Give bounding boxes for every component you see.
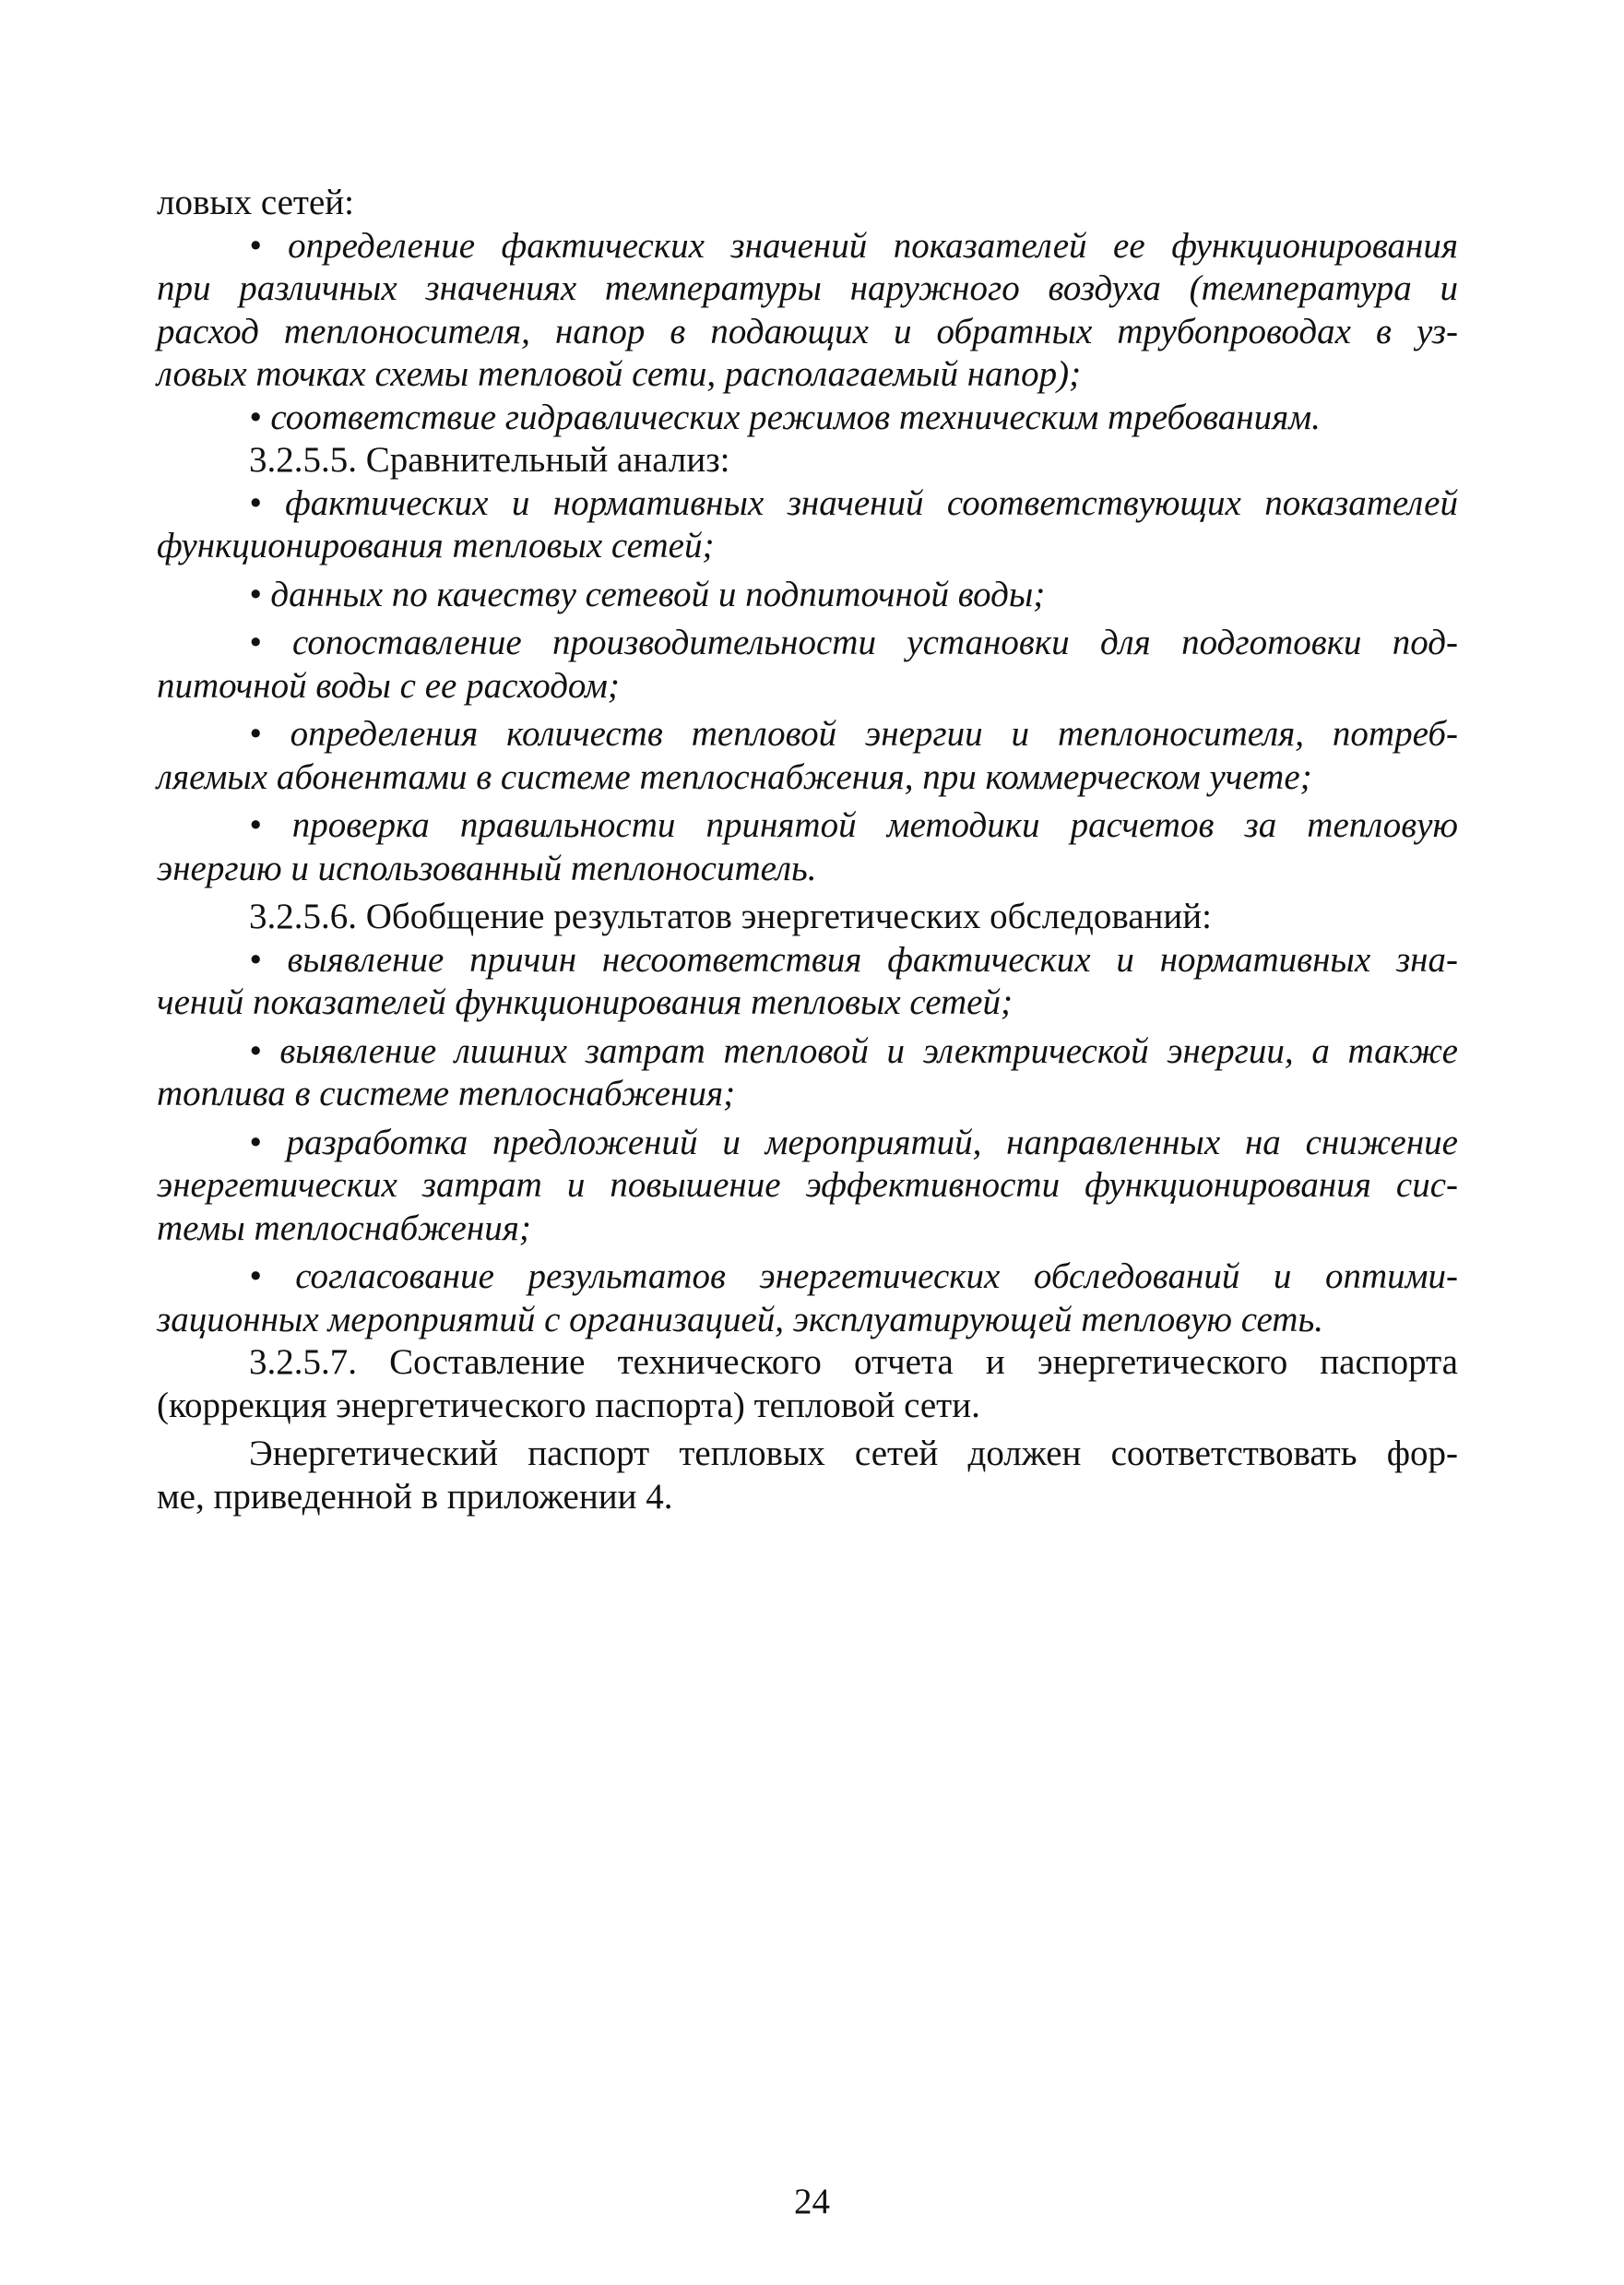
section-heading-3-2-5-7: 3.2.5.7. Составление технического отчета и энергетического паспорта [249,1342,1458,1382]
text-line: функционирования тепловых сетей; [157,526,715,565]
text-line: топлива в системе теплоснабжения; [157,1074,736,1113]
text-line: ме, приведенной в приложении 4. [157,1476,673,1517]
text-line: зационных мероприятий с организацией, эксплуатирующей тепловую сеть. [157,1299,1323,1339]
bullet-line: • соответствие гидравлических режимов техническим требованиям. [249,397,1321,437]
section-heading-3-2-5-6: 3.2.5.6. Обобщение результатов энергетических обследований: [249,897,1212,936]
bullet-line: • определение фактических значений показателей ее функционирования [249,225,1458,266]
text-line: ловых точках схемы тепловой сети, располагаемый напор); [157,354,1082,394]
text-line: расход теплоносителя, напор в подающих и обратных трубопроводах в уз- [157,311,1458,351]
bullet-line: • данных по качеству сетевой и подпиточной воды; [249,574,1046,614]
section-heading-3-2-5-5: 3.2.5.5. Сравнительный анализ: [249,440,730,480]
text-line: ляемых абонентами в системе теплоснабжения, при коммерческом учете; [157,756,1312,797]
text-line: при различных значениях температуры наружного воздуха (температура и [157,268,1458,308]
bullet-line: • согласование результатов энергетических обследований и оптими- [249,1256,1458,1296]
body-text [157,182,1458,1518]
bullet-line: • сопоставление производительности установки для подготовки под- [249,623,1458,662]
bullet-line: • фактических и нормативных значений соответствующих показателей [249,482,1458,523]
page-number: 24 [794,2182,830,2221]
text-line: ловых сетей: [157,183,354,222]
text-line: энергетических затрат и повышение эффективности функционирования сис- [157,1165,1458,1205]
paragraph-line: Энергетический паспорт тепловых сетей должен соответствовать фор- [249,1434,1458,1473]
text-line: питочной воды с ее расходом; [157,665,620,706]
bullet-line: • разработка предложений и мероприятий, направленных на снижение [249,1122,1458,1162]
bullet-line: • определения количеств тепловой энергии и теплоносителя, потреб- [249,714,1458,754]
bullet-line: • выявление лишних затрат тепловой и электрической энергии, а также [249,1030,1458,1071]
text-line: чений показателей функционирования тепловых сетей; [157,982,1013,1022]
text-line: (коррекция энергетического паспорта) тепловой сети. [157,1385,980,1425]
bullet-line: • проверка правильности принятой методики расчетов за тепловую [249,805,1458,845]
bullet-line: • выявление причин несоответствия фактических и нормативных зна- [249,939,1458,980]
text-line: темы теплоснабжения; [157,1208,531,1248]
text-line: энергию и использованный теплоноситель. [157,848,817,888]
